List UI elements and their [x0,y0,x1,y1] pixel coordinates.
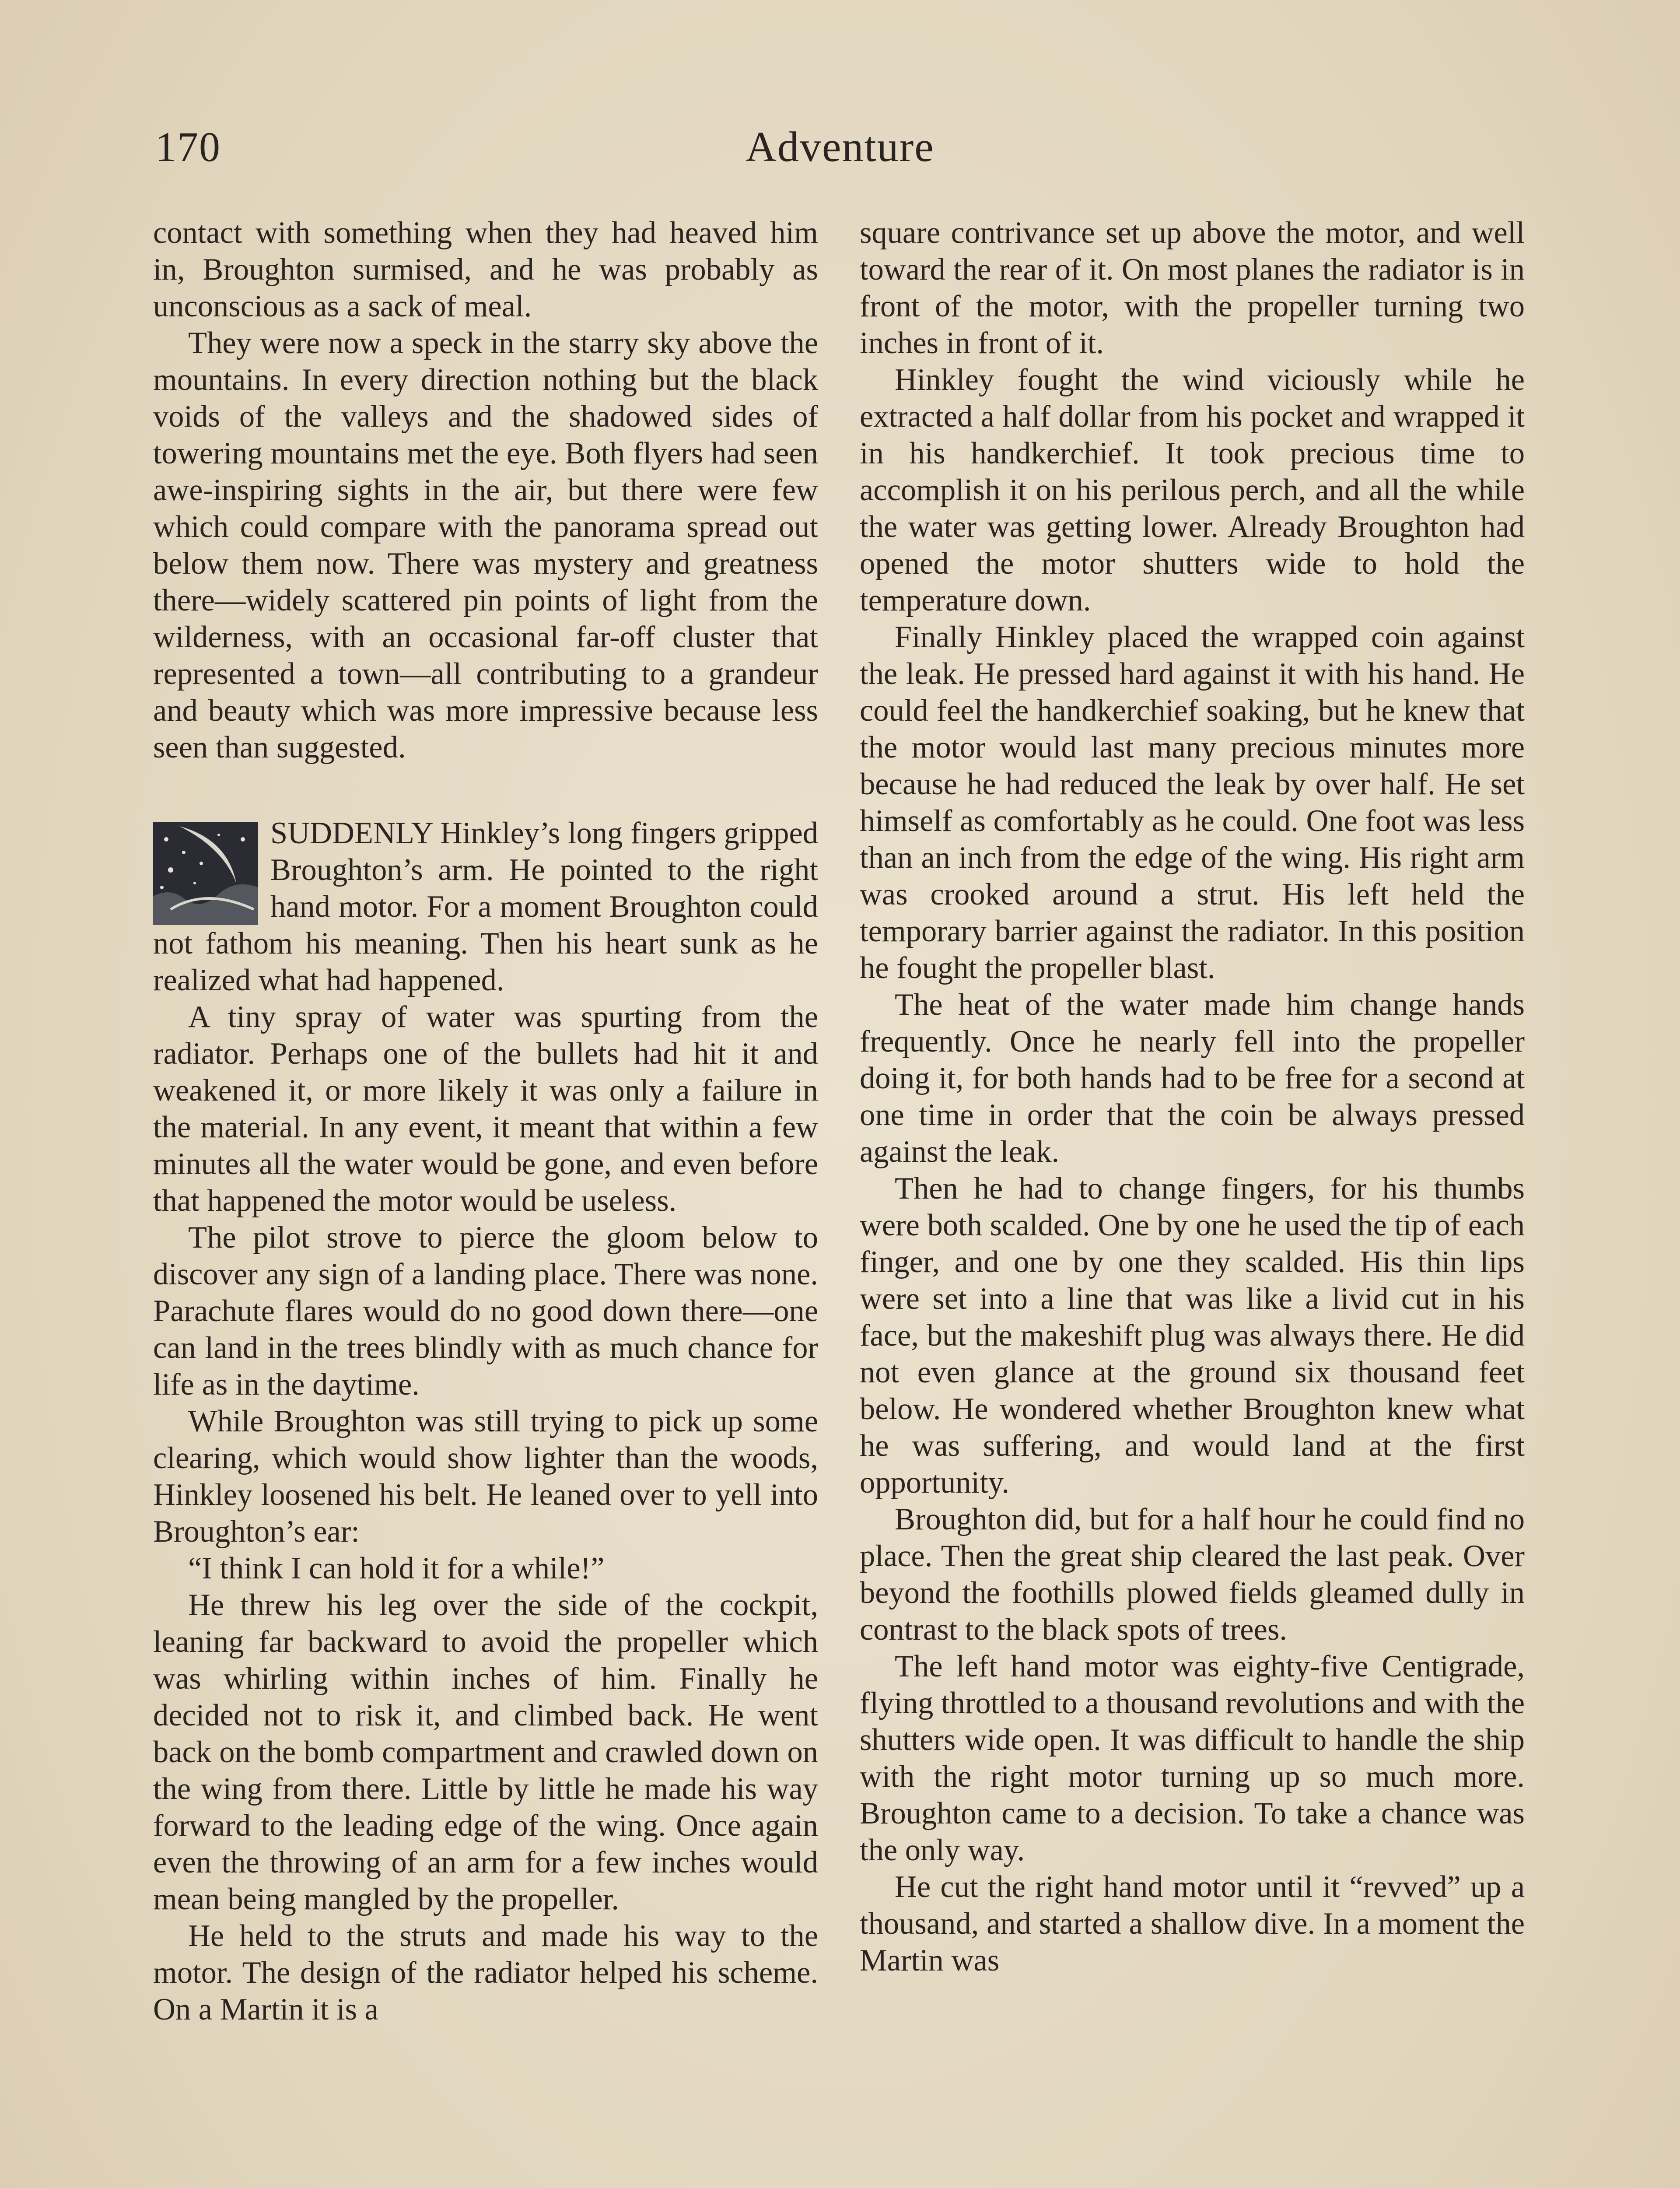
paragraph: The pilot strove to pierce the gloom below to discover any sign of a landing place. There was none. Parachute flares would do no good down there—one can land in the trees blindly with as much chance for life as in the daytime. [153,1220,818,1402]
paragraph: He threw his leg over the side of the cockpit, leaning far backward to avoid the propeller which was whirling within inches of him. Finally he decided not to risk it, and climbed back. He went back on the bomb compartment and crawled down on the wing from there. Little by little he made his way forward to the leading edge of the wing. Once again even the throwing of an arm for a few inches would mean being mangled by the propeller. [153,1588,818,1916]
paragraph: They were now a speck in the starry sky above the mountains. In every direction nothing but the black voids of the valleys and the shadowed sides of towering mountains met the eye. Both flyers had seen awe-inspiring sights in the air, but there were few which could compare with the panorama spread out below them now. There was mystery and greatness there—widely scattered pin points of light from the wilderness, with an occasional far-off cluster that represented a town—all contributing to a grandeur and beauty which was more impressive because less seen than suggested. [153,326,818,764]
paragraph: The left hand motor was eighty-five Centigrade, flying throttled to a thousand revolutions and with the shutters wide open. It was difficult to handle the ship with the right motor turning up so much more. Broughton came to a decision. To take a chance was the only way. [860,1649,1525,1867]
paragraph: The heat of the water made him change hands frequently. Once he nearly fell into the propeller doing it, for both hands had to be free for a second at one time in order that the coin be always pressed against the leak. [860,988,1525,1169]
paragraph: He held to the struts and made his way to the motor. The design of the radiator helped his scheme. On a Martin it is a [153,1919,818,2027]
paragraph: While Broughton was still trying to pick up some clearing, which would show lighter than the woods, Hinkley loosened his belt. He leaned over to yell into Broughton’s ear: [153,1404,818,1549]
paragraph-section-start: SUDDENLY Hinkley’s long fingers gripped Broughton’s arm. He pointed to the right hand motor. For a moment Broughton could not fathom his meaning. Then his heart sunk as he realized what had happened. [153,816,818,997]
night-sky-illustration-icon [153,822,258,925]
page-number: 170 [155,123,221,170]
running-title: Adventure [746,123,934,171]
paragraph: square contrivance set up above the motor, and well toward the rear of it. On most planes the radiator is in front of the motor, with the propeller turning two inches in front of it. [860,216,1525,360]
page-header [155,123,1525,184]
paragraph: He cut the right hand motor until it “revved” up a thousand, and started a shallow dive. In a moment the Martin was [860,1870,1525,1978]
paragraph: Then he had to change fingers, for his thumbs were both scalded. One by one he used the tip of each finger, and one by one they scalded. His thin lips were set into a line that was like a livid cut in his face, but the makeshift plug was always there. He did not even glance at the ground six thousand feet below. He wondered whether Broughton knew what he was suffering, and would land at the first opportunity. [860,1171,1525,1500]
paragraph: Finally Hinkley placed the wrapped coin against the leak. He pressed hard against it with his hand. He could feel the handkerchief soaking, but he knew that the motor would last many precious minutes more because he had reduced the leak by over half. He set himself as comfortably as he could. One foot was less than an inch from the edge of the wing. His right arm was crooked around a strut. His left held the temporary barrier against the radiator. In this position he fought the propeller blast. [860,620,1525,985]
right-column [860,214,1525,1979]
paragraph: Hinkley fought the wind viciously while he extracted a half dollar from his pocket and wrapped it in his handkerchief. It took precious time to accomplish it on his perilous perch, and all the while the water was getting lower. Already Broughton had opened the motor shutters wide to hold the temperature down. [860,363,1525,617]
paragraph: “I think I can hold it for a while!” [188,1551,605,1585]
paragraph: contact with something when they had heaved him in, Broughton surmised, and he was probably as unconscious as a sack of meal. [153,216,818,323]
paragraph: Broughton did, but for a half hour he could find no place. Then the great ship cleared the last peak. Over beyond the foothills plowed fields gleamed dully in contrast to the black spots of trees. [860,1502,1525,1647]
left-column [153,214,818,2028]
paragraph: A tiny spray of water was spurting from the radiator. Perhaps one of the bullets had hit it and weakened it, or more likely it was only a failure in the material. In any event, it meant that within a few minutes all the water would be gone, and even before that happened the motor would be useless. [153,1000,818,1218]
